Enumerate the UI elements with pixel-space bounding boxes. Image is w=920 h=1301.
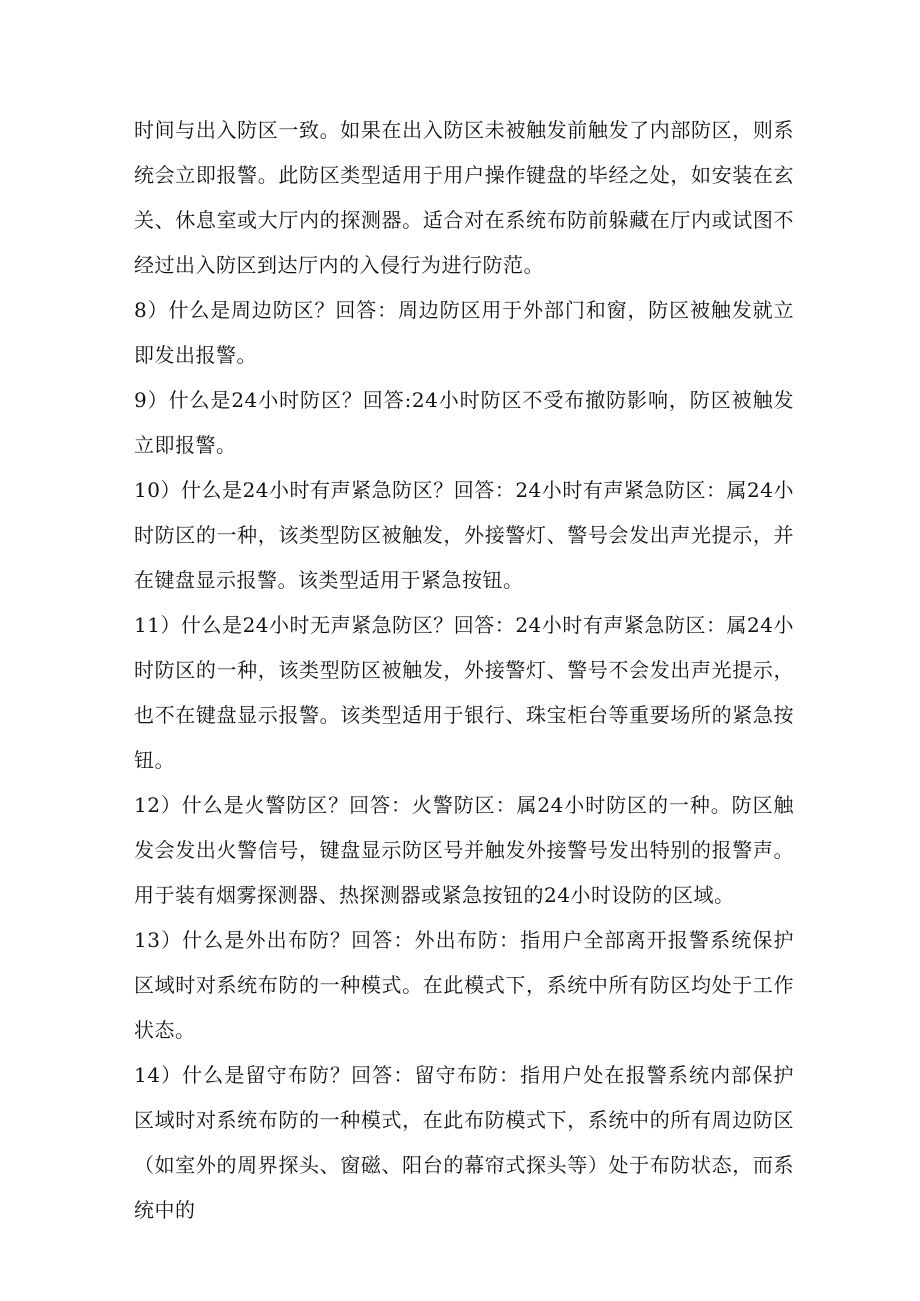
paragraph-intro-continued: 时间与出入防区一致。如果在出入防区未被触发前触发了内部防区，则系统会立即报警。此防区类型适用于用户操作键盘的毕经之处，如安装在玄关、休息室或大厅内的探测器。适合对在系统布防前躲藏在厅内或试图不经过出入防区到达厅内的入侵行为进行防范。	[134, 118, 794, 277]
document-body	[134, 108, 794, 1233]
paragraph-q9-24h-zone: 9）什么是24小时防区？回答:24小时防区不受布撤防影响，防区被触发立即报警。	[134, 388, 794, 457]
paragraph-q8-perimeter-zone: 8）什么是周边防区？回答：周边防区用于外部门和窗，防区被触发就立即发出报警。	[134, 298, 794, 367]
paragraph-q11-silent-emergency-zone: 11）什么是24小时无声紧急防区？回答：24小时有声紧急防区：属24小时防区的一种，该类型防区被触发，外接警灯、警号不会发出声光提示，也不在键盘显示报警。该类型适用于银行、珠宝柜台等重要场所的紧急按钮。	[134, 613, 794, 772]
paragraph-q14-stay-arming: 14）什么是留守布防？回答：留守布防：指用户处在报警系统内部保护区域时对系统布防的一种模式，在此布防模式下，系统中的所有周边防区（如室外的周界探头、窗磁、阳台的幕帘式探头等）处于布防状态，而系统中的	[134, 1063, 794, 1222]
paragraph-q10-audible-emergency-zone: 10）什么是24小时有声紧急防区？回答：24小时有声紧急防区：属24小时防区的一种，该类型防区被触发，外接警灯、警号会发出声光提示，并在键盘显示报警。该类型适用于紧急按钮。	[134, 478, 794, 592]
paragraph-q13-away-arming: 13）什么是外出布防？回答：外出布防：指用户全部离开报警系统保护区域时对系统布防的一种模式。在此模式下，系统中所有防区均处于工作状态。	[134, 928, 794, 1042]
paragraph-q12-fire-zone: 12）什么是火警防区？回答：火警防区：属24小时防区的一种。防区触发会发出火警信号，键盘显示防区号并触发外接警号发出特别的报警声。用于装有烟雾探测器、热探测器或紧急按钮的24小时设防的区域。	[134, 793, 794, 907]
